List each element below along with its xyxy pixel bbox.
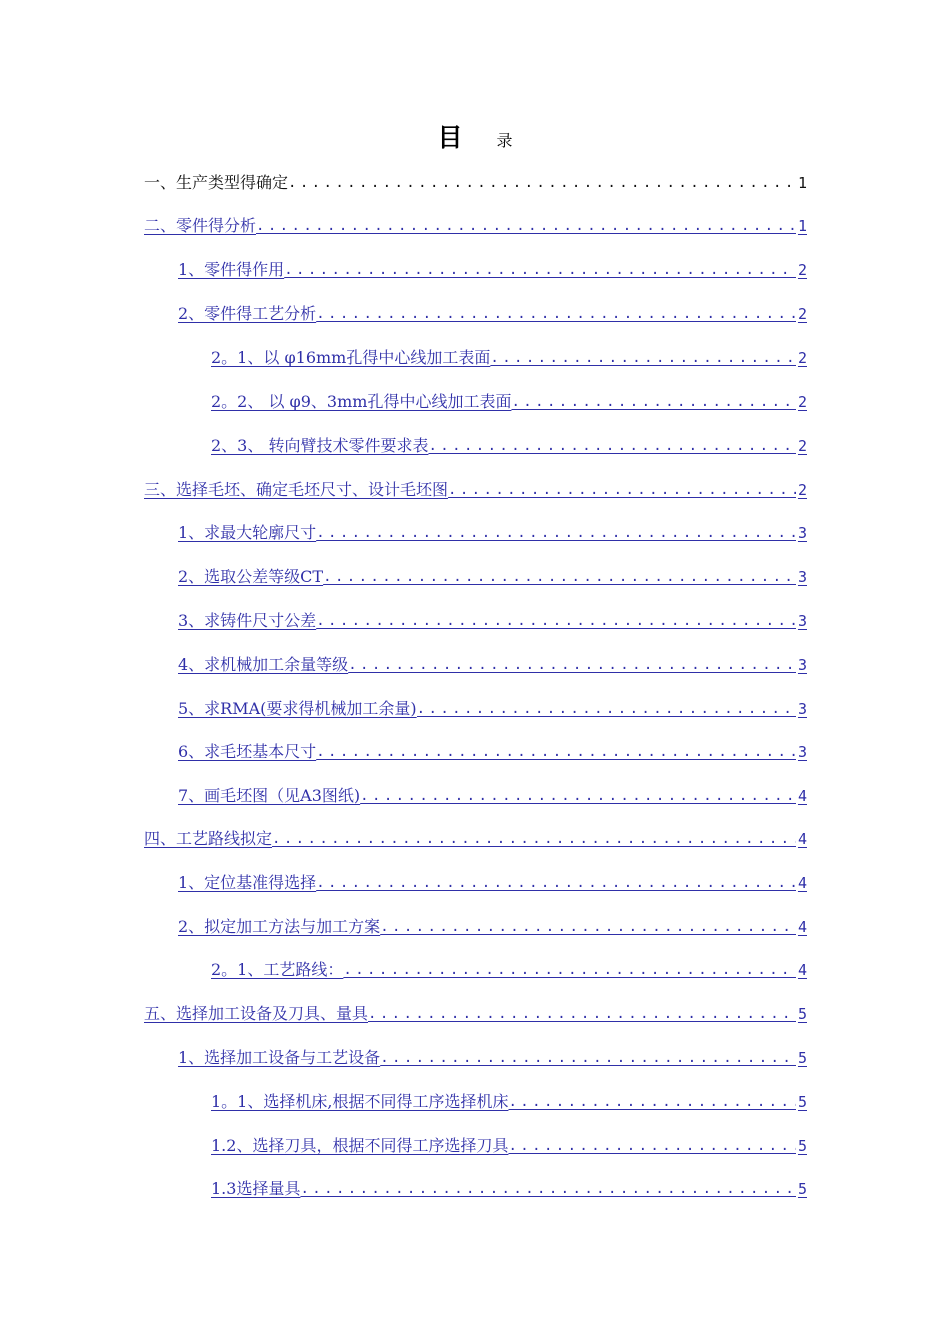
toc-leader-dots <box>508 1133 796 1159</box>
toc-entry-tolerance-grade[interactable] <box>178 564 807 590</box>
toc-leader-dots <box>284 257 796 283</box>
toc-entry-label: 四、工艺路线拟定 <box>144 829 273 848</box>
toc-leader-dots <box>448 477 796 503</box>
toc-entry-machining-plan[interactable] <box>178 914 807 940</box>
toc-leader-dots <box>256 213 796 239</box>
toc-entry-tool-selection[interactable] <box>211 1133 807 1159</box>
toc-page-number: 5 <box>797 1180 807 1198</box>
toc-entry-datum-selection[interactable] <box>178 870 807 896</box>
toc-entry-label: 2、零件得工艺分析 <box>178 304 317 323</box>
toc-leader-dots <box>288 170 796 196</box>
toc-page-number: 3 <box>797 700 807 718</box>
toc-entry-label: 2、选取公差等级CT <box>178 567 324 586</box>
toc-entry-route-detail[interactable] <box>211 957 807 983</box>
toc-entry-label: 1、定位基准得选择 <box>178 873 317 892</box>
toc-entry-label: 7、画毛坯图（见A3图纸) <box>178 786 361 805</box>
toc-page-number: 4 <box>797 787 807 805</box>
toc-page-number: 5 <box>797 1049 807 1067</box>
toc-page-number: 5 <box>797 1137 807 1155</box>
toc-entry-production-type <box>144 170 807 196</box>
toc-entry-label: 2。1、工艺路线： <box>211 960 344 979</box>
toc-page-number: 4 <box>797 830 807 848</box>
toc-entry-equipment-selection[interactable] <box>178 1045 807 1071</box>
toc-leader-dots <box>511 389 796 415</box>
toc-page-number: 5 <box>797 1005 807 1023</box>
toc-entry-equipment-tools[interactable] <box>144 1001 807 1027</box>
toc-entry-blank-basic-size[interactable] <box>178 739 807 765</box>
toc-entry-process-analysis[interactable] <box>178 301 807 327</box>
toc-entry-label: 4、求机械加工余量等级 <box>178 655 349 674</box>
toc-leader-dots <box>316 870 796 896</box>
toc-entry-label: 6、求毛坯基本尺寸 <box>178 742 317 761</box>
toc-page-number: 1 <box>797 174 807 192</box>
toc-page-number: 2 <box>797 261 807 279</box>
toc-entry-label: 2。2、 以 φ9、3mm孔得中心线加工表面 <box>211 392 512 411</box>
toc-entry-label: 1、零件得作用 <box>178 260 285 279</box>
toc-leader-dots <box>323 564 796 590</box>
toc-entry-part-analysis[interactable] <box>144 213 807 239</box>
toc-entry-label: 二、零件得分析 <box>144 216 257 235</box>
toc-page-number: 3 <box>797 612 807 630</box>
toc-entry-label: 五、选择加工设备及刀具、量具 <box>144 1004 369 1023</box>
toc-title-main: 目 <box>437 123 463 152</box>
toc-entry-machine-selection[interactable] <box>211 1089 807 1115</box>
toc-leader-dots <box>490 345 796 371</box>
toc-page-number: 3 <box>797 568 807 586</box>
toc-entry-label: 1。1、选择机床,根据不同得工序选择机床 <box>211 1092 509 1111</box>
toc-entry-hole-9-3mm[interactable] <box>211 389 807 415</box>
toc-entry-label: 2、拟定加工方法与加工方案 <box>178 917 381 936</box>
toc-entry-label: 三、选择毛坯、确定毛坯尺寸、设计毛坯图 <box>144 480 449 499</box>
toc-leader-dots <box>343 957 796 983</box>
toc-entry-gauge-selection[interactable] <box>211 1176 807 1202</box>
toc-page-number: 3 <box>797 524 807 542</box>
toc-entry-label: 一、生产类型得确定 <box>144 173 289 192</box>
toc-page-number: 4 <box>797 961 807 979</box>
toc-page-number: 5 <box>797 1093 807 1111</box>
toc-page-number: 2 <box>797 305 807 323</box>
toc-entry-label: 2。1、以 φ16mm孔得中心线加工表面 <box>211 348 491 367</box>
toc-leader-dots <box>316 608 796 634</box>
toc-leader-dots <box>380 914 796 940</box>
toc-page-number: 4 <box>797 874 807 892</box>
toc-page-number: 2 <box>797 349 807 367</box>
toc-leader-dots <box>272 826 796 852</box>
toc-leader-dots <box>417 696 796 722</box>
toc-entry-rma[interactable] <box>178 696 807 722</box>
toc-entry-blank-selection[interactable] <box>144 477 807 503</box>
toc-leader-dots <box>316 739 796 765</box>
toc-leader-dots <box>368 1001 796 1027</box>
toc-entry-requirements-table[interactable] <box>211 433 807 459</box>
toc-leader-dots <box>348 652 796 678</box>
toc-entry-process-route[interactable] <box>144 826 807 852</box>
toc-leader-dots <box>428 433 796 459</box>
toc-page-number: 2 <box>797 437 807 455</box>
toc-leader-dots <box>508 1089 796 1115</box>
toc-entry-label: 5、求RMA(要求得机械加工余量) <box>178 699 417 718</box>
toc-title-secondary: 录 <box>496 131 513 150</box>
toc-entry-label: 3、求铸件尺寸公差 <box>178 611 317 630</box>
toc-entry-label: 2、3、 转向臂技术零件要求表 <box>211 436 429 455</box>
toc-leader-dots <box>380 1045 796 1071</box>
toc-entry-max-contour[interactable] <box>178 520 807 546</box>
toc-leader-dots <box>360 783 796 809</box>
toc-entry-part-function[interactable] <box>178 257 807 283</box>
toc-page-number: 1 <box>797 217 807 235</box>
toc-entry-allowance-grade[interactable] <box>178 652 807 678</box>
toc-entry-blank-drawing[interactable] <box>178 783 807 809</box>
toc-entry-casting-tolerance[interactable] <box>178 608 807 634</box>
toc-page-number: 3 <box>797 656 807 674</box>
toc-page-number: 4 <box>797 918 807 936</box>
toc-page-number: 2 <box>797 393 807 411</box>
toc-page-number: 2 <box>797 481 807 499</box>
toc-leader-dots <box>300 1176 796 1202</box>
toc-leader-dots <box>316 520 796 546</box>
toc-title <box>0 118 950 154</box>
toc-entry-label: 1、选择加工设备与工艺设备 <box>178 1048 381 1067</box>
toc-page-number: 3 <box>797 743 807 761</box>
toc-leader-dots <box>316 301 796 327</box>
toc-entry-hole-16mm[interactable] <box>211 345 807 371</box>
toc-entry-label: 1、求最大轮廓尺寸 <box>178 523 317 542</box>
toc-entry-label: 1.3选择量具 <box>211 1179 301 1198</box>
toc-entry-label: 1.2、选择刀具，根据不同得工序选择刀具 <box>211 1136 509 1155</box>
